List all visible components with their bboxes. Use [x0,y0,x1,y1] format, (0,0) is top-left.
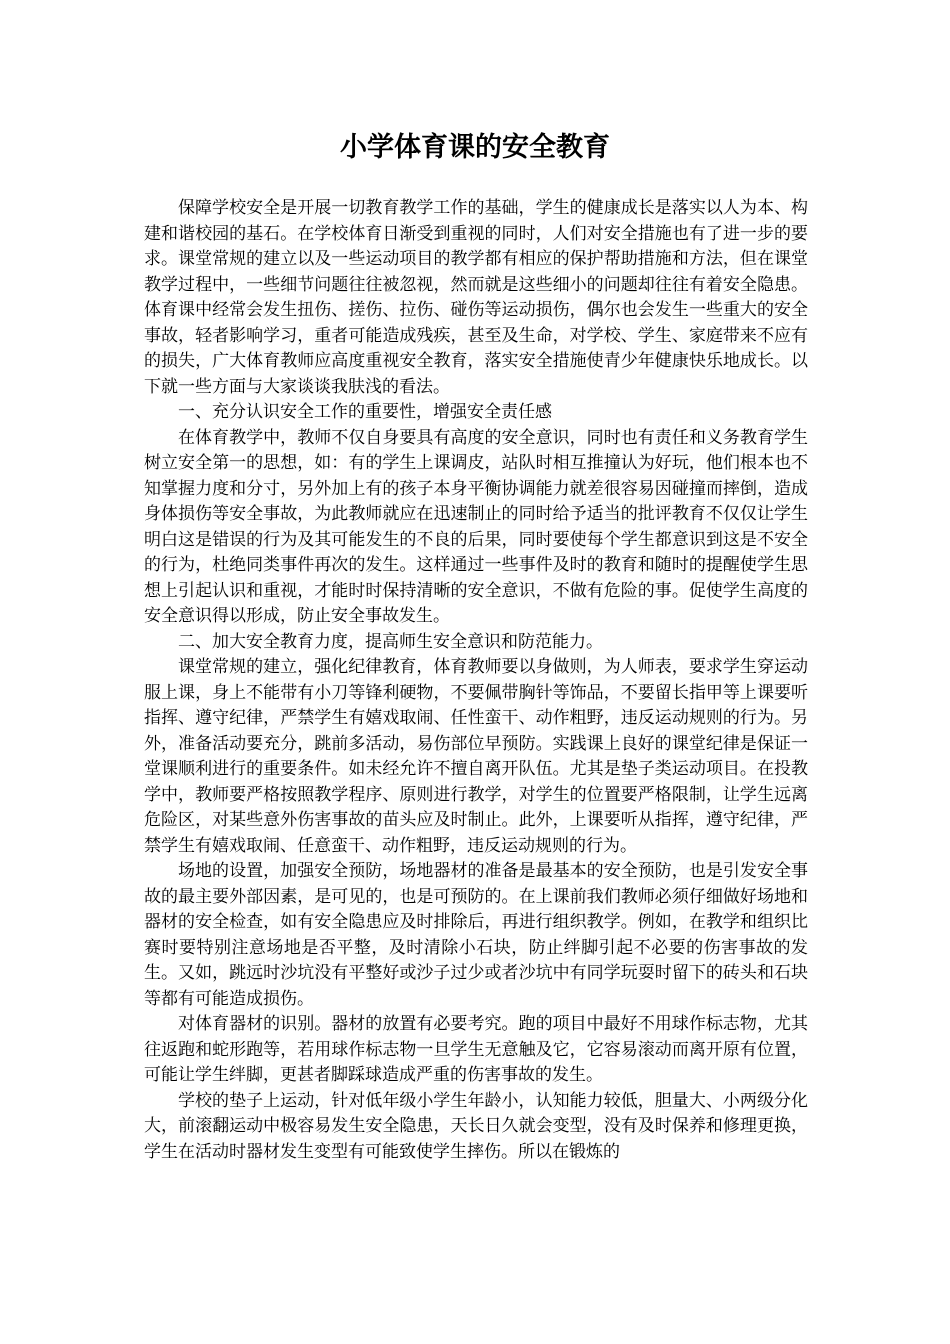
document-body [144,196,808,1165]
section-heading-1: 一、充分认识安全工作的重要性，增强安全责任感 [178,402,552,422]
intro-paragraph: 保障学校安全是开展一切教育教学工作的基础，学生的健康成长是落实以人为本、构建和谐校园的基石。在学校体育日渐受到重视的同时，人们对安全措施也有了进一步的要求。课堂常规的建立以及一些运动项目的教学都有相应的保护帮助措施和方法，但在课堂教学过程中，一些细节问题往往被忽视，然而就是这些细小的问题却往往有着安全隐患。体育课中经常会发生扭伤、搓伤、拉伤、碰伤等运动损伤，偶尔也会发生一些重大的安全事故，轻者影响学习，重者可能造成残疾，甚至及生命，对学校、学生、家庭带来不应有的损失，广大体育教师应高度重视安全教育，落实安全措施使青少年健康快乐地成长。以下就一些方面与大家谈谈我肤浅的看法。 [144,198,808,397]
body-paragraph: 场地的设置，加强安全预防，场地器材的准备是最基本的安全预防，也是引发安全事故的最主要外部因素，是可见的，也是可预防的。在上课前我们教师必须仔细做好场地和器材的安全检查，如有安全隐患应及时排除后，再进行组织教学。例如，在教学和组织比赛时要特别注意场地是否平整，及时清除小石块，防止绊脚引起不必要的伤害事故的发生。又如，跳远时沙坑没有平整好或沙子过少或者沙坑中有同学玩耍时留下的砖头和石块等都有可能造成损伤。 [144,861,808,1009]
body-paragraph: 课堂常规的建立，强化纪律教育，体育教师要以身做则，为人师表，要求学生穿运动服上课，身上不能带有小刀等锋利硬物，不要佩带胸针等饰品，不要留长指甲等上课要听指挥、遵守纪律，严禁学生有嬉戏取闹、任性蛮干、动作粗野，违反运动规则的行为。另外，准备活动要充分，跳前多活动，易伤部位早预防。实践课上良好的课堂纪律是保证一堂课顺利进行的重要条件。如未经允许不擅自离开队伍。尤其是垫子类运动项目。在投教学中，教师要严格按照教学程序、原则进行教学，对学生的位置要严格限制，让学生远离危险区，对某些意外伤害事故的苗头应及时制止。此外，上课要听从指挥，遵守纪律，严禁学生有嬉戏取闹、任意蛮干、动作粗野，违反运动规则的行为。 [144,657,808,856]
body-paragraph: 在体育教学中，教师不仅自身要具有高度的安全意识，同时也有责任和义务教育学生树立安全第一的思想，如：有的学生上课调皮，站队时相互推撞认为好玩，他们根本也不知掌握力度和分寸，另外加上有的孩子本身平衡协调能力就差很容易因碰撞而摔倒，造成身体损伤等安全事故，为此教师就应在迅速制止的同时给予适当的批评教育不仅仅让学生明白这是错误的行为及其可能发生的不良的后果，同时要使每个学生都意识到这是不安全的行为，杜绝同类事件再次的发生。这样通过一些事件及时的教育和随时的提醒使学生思想上引起认识和重视，才能时时保持清晰的安全意识，不做有危险的事。促使学生高度的安全意识得以形成，防止安全事故发生。 [144,427,808,626]
body-paragraph: 对体育器材的识别。器材的放置有必要考究。跑的项目中最好不用球作标志物，尤其往返跑和蛇形跑等，若用球作标志物一旦学生无意触及它，它容易滚动而离开原有位置，可能让学生绊脚，更甚者脚踩球造成严重的伤害事故的发生。 [144,1014,808,1085]
body-paragraph: 学校的垫子上运动，针对低年级小学生年龄小，认知能力较低，胆量大、小两级分化大，前滚翻运动中极容易发生安全隐患，天长日久就会变型，没有及时保养和修理更换，学生在活动时器材发生变型有可能致使学生摔伤。所以在锻炼的 [144,1090,808,1162]
section-heading-2: 二、加大安全教育力度，提高师生安全意识和防范能力。 [178,631,603,652]
document-title: 小学体育课的安全教育 [340,132,610,163]
